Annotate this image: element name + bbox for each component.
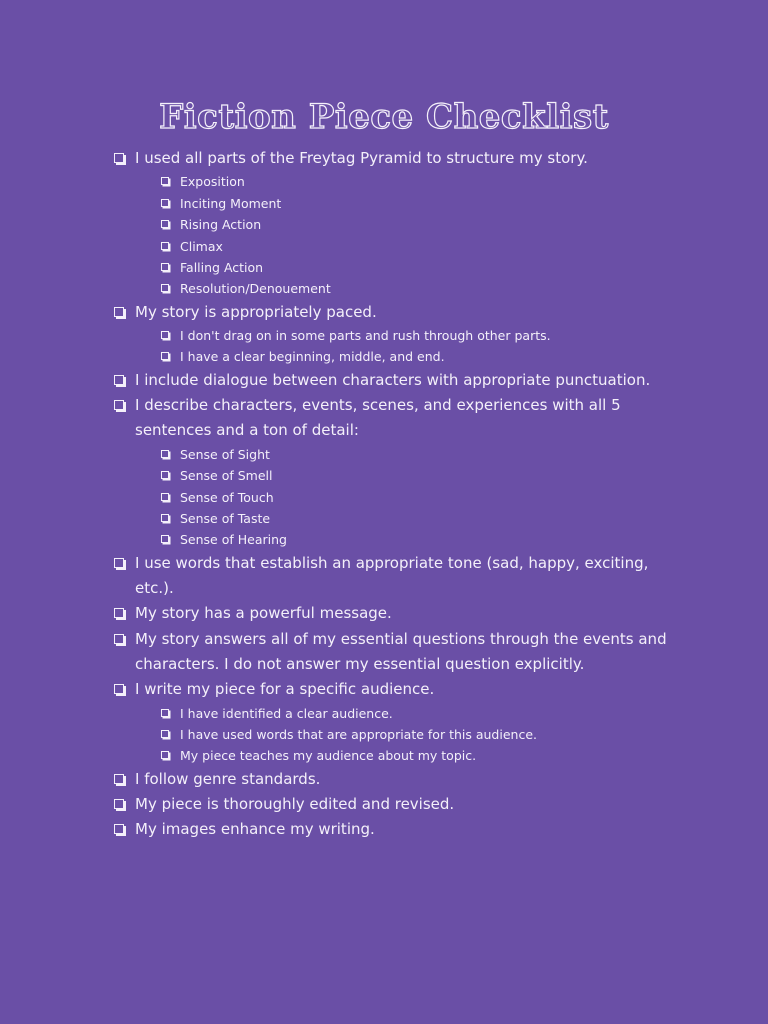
checklist-item-text: I include dialogue between characters with appropriate punctuation. <box>135 370 651 389</box>
checklist-item-text: I follow genre standards. <box>135 769 321 788</box>
checklist-item-text: My story has a powerful message. <box>135 604 392 623</box>
checklist-subitem-text: Sense of Taste <box>180 510 271 526</box>
checklist-subitem-text: I have a clear beginning, middle, and end. <box>180 349 445 365</box>
checkbox-icon <box>161 514 169 522</box>
checklist-subitem <box>113 325 673 346</box>
checklist-item-text: My images enhance my writing. <box>135 820 375 839</box>
checklist-subitem <box>113 214 673 235</box>
checklist-item <box>113 393 673 444</box>
checkbox-icon <box>114 400 124 410</box>
checkbox-icon <box>161 730 169 738</box>
checkbox-icon <box>114 307 124 317</box>
checkbox-icon <box>114 153 124 163</box>
checkbox-icon <box>161 242 169 250</box>
checklist <box>113 146 673 843</box>
checkbox-icon <box>161 450 169 458</box>
checklist-subitem-text: I don't drag on in some parts and rush through other parts. <box>180 328 551 344</box>
checklist-subitem <box>113 724 673 745</box>
checkbox-icon <box>161 352 169 360</box>
checklist-subitem-text: Sense of Sight <box>180 446 270 462</box>
checklist-subitem-text: I have used words that are appropriate for this audience. <box>180 726 537 742</box>
checkbox-icon <box>114 375 124 385</box>
checkbox-icon <box>161 493 169 501</box>
checkbox-icon <box>114 799 124 809</box>
checklist-item-text: I use words that establish an appropriate tone (sad, happy, exciting, etc.). <box>135 553 649 598</box>
checklist-item-text: I describe characters, events, scenes, and experiences with all 5 sentences and a ton of detail: <box>135 396 621 440</box>
checklist-item <box>113 146 673 171</box>
checklist-item <box>113 300 673 325</box>
checkbox-icon <box>114 608 124 618</box>
checklist-subitem-text: Sense of Hearing <box>180 532 287 548</box>
checklist-item <box>113 817 673 842</box>
checklist-subitem <box>113 193 673 214</box>
checklist-item-text: My story answers all of my essential questions through the events and characters. I do not answer my essential question explicitly. <box>135 629 667 673</box>
checkbox-icon <box>161 284 169 292</box>
checkbox-icon <box>114 634 124 644</box>
checklist-subitem <box>113 465 673 486</box>
checkbox-icon <box>161 220 169 228</box>
checklist-subitem <box>113 346 673 367</box>
checklist-item <box>113 792 673 817</box>
checkbox-icon <box>114 684 124 694</box>
checkbox-icon <box>161 331 169 339</box>
checklist-subitem-text: Rising Action <box>180 217 262 233</box>
checkbox-icon <box>161 177 169 185</box>
checkbox-icon <box>161 709 169 717</box>
checklist-subitem-text: Inciting Moment <box>180 195 282 211</box>
checklist-item-text: My piece is thoroughly edited and revised. <box>135 795 455 814</box>
checklist-subitem <box>113 257 673 278</box>
checklist-subitem-text: Sense of Smell <box>180 468 273 484</box>
checklist-subitem-text: Exposition <box>180 174 245 190</box>
checklist-item-text: I write my piece for a specific audience. <box>135 680 435 699</box>
checklist-subitem-text: My piece teaches my audience about my topic. <box>180 748 477 764</box>
checklist-subitem <box>113 508 673 529</box>
checkbox-icon <box>161 751 169 759</box>
checklist-subitem <box>113 745 673 766</box>
checklist-item <box>113 677 673 702</box>
checklist-subitem <box>113 703 673 724</box>
checklist-item-text: I used all parts of the Freytag Pyramid to structure my story. <box>135 149 588 167</box>
checklist-subitem-text: Climax <box>180 238 223 254</box>
checkbox-icon <box>161 471 169 479</box>
checklist-subitem-text: Falling Action <box>180 259 264 275</box>
checklist-subitem <box>113 171 673 192</box>
checklist-item <box>113 601 673 626</box>
checklist-subitem <box>113 444 673 465</box>
checklist-subitem-text: I have identified a clear audience. <box>180 705 393 721</box>
checklist-item-text: My story is appropriately paced. <box>135 302 377 321</box>
checkbox-icon <box>114 824 124 834</box>
checkbox-icon <box>114 558 124 568</box>
checklist-item <box>113 767 673 792</box>
checklist-item <box>113 627 673 678</box>
checklist-subitem <box>113 236 673 257</box>
checklist-item <box>113 368 673 393</box>
checkbox-icon <box>161 535 169 543</box>
checkbox-icon <box>114 774 124 784</box>
checkbox-icon <box>161 263 169 271</box>
checklist-subitem <box>113 529 673 550</box>
checklist-subitem-text: Resolution/Denouement <box>180 281 331 297</box>
checklist-subitem <box>113 487 673 508</box>
checklist-subitem <box>113 278 673 299</box>
checkbox-icon <box>161 199 169 207</box>
page-title: Fiction Piece Checklist <box>159 97 609 137</box>
checklist-subitem-text: Sense of Touch <box>180 489 274 505</box>
checklist-item <box>113 551 673 602</box>
